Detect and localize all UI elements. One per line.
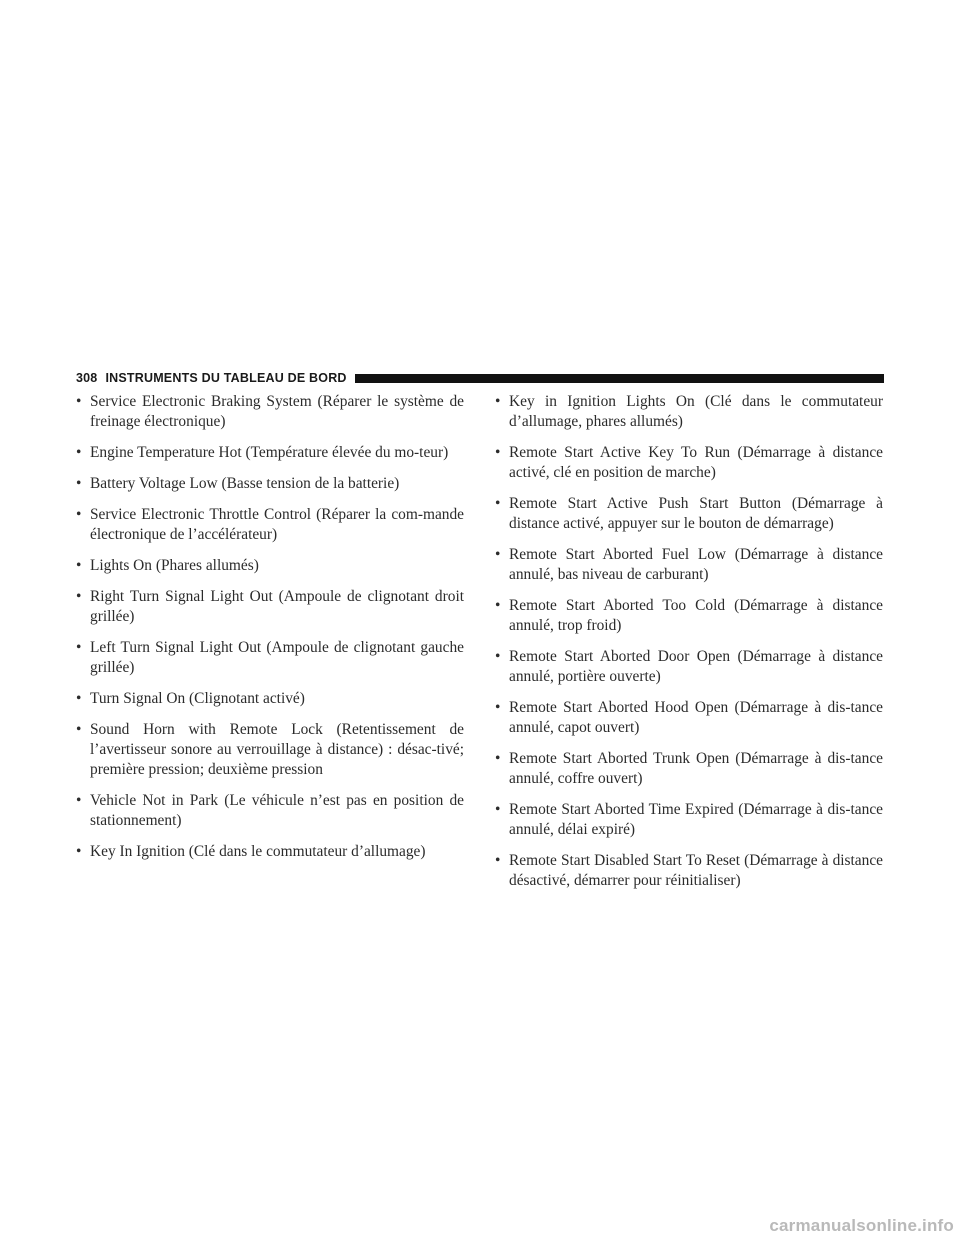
list-item: • Right Turn Signal Light Out (Ampoule de clignotant droit grillée): [76, 587, 464, 627]
list-item: • Lights On (Phares allumés): [76, 556, 464, 576]
page-number: 308: [76, 371, 98, 385]
list-item: • Remote Start Aborted Too Cold (Démarrage à distance annulé, trop froid): [495, 596, 883, 636]
header-rule: [355, 374, 884, 383]
list-item: • Service Electronic Braking System (Réparer le système de freinage électronique): [76, 392, 464, 432]
left-column: [76, 392, 464, 873]
right-message-list: [495, 392, 883, 891]
list-item: • Remote Start Aborted Fuel Low (Démarrage à distance annulé, bas niveau de carburant): [495, 545, 883, 585]
list-item: • Left Turn Signal Light Out (Ampoule de clignotant gauche grillée): [76, 638, 464, 678]
watermark: carmanualsonline.info: [769, 1216, 954, 1235]
list-item: • Remote Start Aborted Door Open (Démarrage à distance annulé, portière ouverte): [495, 647, 883, 687]
list-item: • Remote Start Active Push Start Button (Démarrage à distance activé, appuyer sur le bouton de démarrage): [495, 494, 883, 534]
list-item: • Engine Temperature Hot (Température élevée du mo-teur): [76, 443, 464, 463]
list-item: • Vehicle Not in Park (Le véhicule n’est pas en position de stationnement): [76, 791, 464, 831]
list-item: • Remote Start Aborted Time Expired (Démarrage à dis-tance annulé, délai expiré): [495, 800, 883, 840]
list-item: • Key In Ignition (Clé dans le commutateur d’allumage): [76, 842, 464, 862]
list-item: • Remote Start Aborted Trunk Open (Démarrage à dis-tance annulé, coffre ouvert): [495, 749, 883, 789]
right-column: [495, 392, 883, 902]
list-item: • Service Electronic Throttle Control (Réparer la com-mande électronique de l’accélérateur): [76, 505, 464, 545]
section-title: INSTRUMENTS DU TABLEAU DE BORD: [105, 371, 347, 385]
page-header: [76, 368, 884, 388]
list-item: • Remote Start Disabled Start To Reset (Démarrage à distance désactivé, démarrer pour réinitialiser): [495, 851, 883, 891]
list-item: • Battery Voltage Low (Basse tension de la batterie): [76, 474, 464, 494]
list-item: • Remote Start Active Key To Run (Démarrage à distance activé, clé en position de marche): [495, 443, 883, 483]
list-item: • Key in Ignition Lights On (Clé dans le commutateur d’allumage, phares allumés): [495, 392, 883, 432]
list-item: • Remote Start Aborted Hood Open (Démarrage à dis-tance annulé, capot ouvert): [495, 698, 883, 738]
left-message-list: [76, 392, 464, 862]
list-item: • Turn Signal On (Clignotant activé): [76, 689, 464, 709]
list-item: • Sound Horn with Remote Lock (Retentissement de l’avertisseur sonore au verrouillage à distance) : désac-tivé; première pression; deuxième pression: [76, 720, 464, 780]
